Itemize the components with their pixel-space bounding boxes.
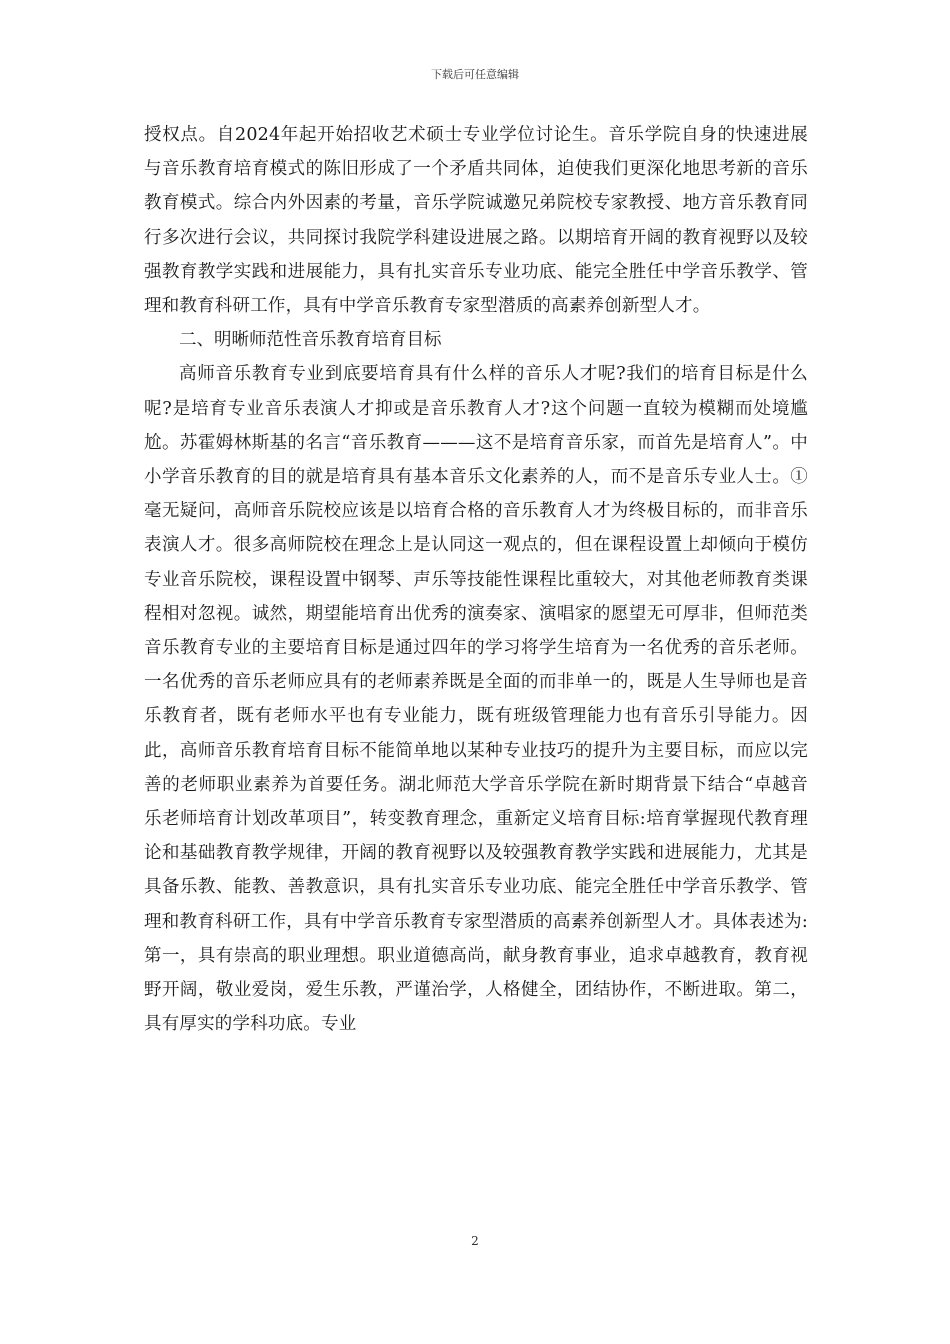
paragraph-training-goals: 高师音乐教育专业到底要培育具有什么样的音乐人才呢?我们的培育目标是什么呢?是培育专业音乐表演人才抑或是音乐教育人才?这个问题一直较为模糊而处境尴尬。苏霍姆林斯基的名言“音乐教育———这不是培育音乐家，而首先是培育人”。中小学音乐教育的目的就是培育具有基本音乐文化素养的人，而不是音乐专业人士。①毫无疑问，高师音乐院校应该是以培育合格的音乐教育人才为终极目标的，而非音乐表演人才。很多高师院校在理念上是认同这一观点的，但在课程设置上却倾向于模仿专业音乐院校，课程设置中钢琴、声乐等技能性课程比重较大，对其他老师教育类课程相对忽视。诚然，期望能培育出优秀的演奏家、演唱家的愿望无可厚非，但师范类音乐教育专业的主要培育目标是通过四年的学习将学生培育为一名优秀的音乐老师。一名优秀的音乐老师应具有的老师素养既是全面的而非单一的，既是人生导师也是音乐教育者，既有老师水平也有专业能力，既有班级管理能力也有音乐引导能力。因此，高师音乐教育培育目标不能简单地以某种专业技巧的提升为主要目标，而应以完善的老师职业素养为首要任务。湖北师范大学音乐学院在新时期背景下结合“卓越音乐老师培育计划改革项目”，转变教育理念，重新定义培育目标:培育掌握现代教育理论和基础教育教学规律，开阔的教育视野以及较强教育教学实践和进展能力，尤其是具备乐教、能教、善教意识，具有扎实音乐专业功底、能完全胜任中学音乐教学、管理和教育科研工作，具有中学音乐教育专家型潜质的高素养创新型人才。具体表述为:第一，具有崇高的职业理想。职业道德高尚，献身教育事业，追求卓越教育，教育视野开阔，敬业爱岗，爱生乐教，严谨治学，人格健全，团结协作，不断进取。第二，具有厚实的学科功底。专业 bbox=[144, 364, 808, 1035]
page-header: 下载后可任意编辑 bbox=[431, 68, 519, 81]
paragraph-continued: 授权点。自2024年起开始招收艺术硕士专业学位讨论生。音乐学院自身的快速进展与音乐教育培育模式的陈旧形成了一个矛盾共同体，迫使我们更深化地思考新的音乐教育模式。综合内外因素的考量，音乐学院诚邀兄弟院校专家教授、地方音乐教育同行多次进行会议，共同探讨我院学科建设进展之路。以期培育开阔的教育视野以及较强教育教学实践和进展能力，具有扎实音乐专业功底、能完全胜任中学音乐教学、管理和教育科研工作，具有中学音乐教育专家型潜质的高素养创新型人才。 bbox=[144, 125, 808, 317]
section-heading: 二、明晰师范性音乐教育培育目标 bbox=[179, 330, 442, 351]
document-body bbox=[144, 118, 808, 1041]
page-number: 2 bbox=[471, 1234, 479, 1248]
